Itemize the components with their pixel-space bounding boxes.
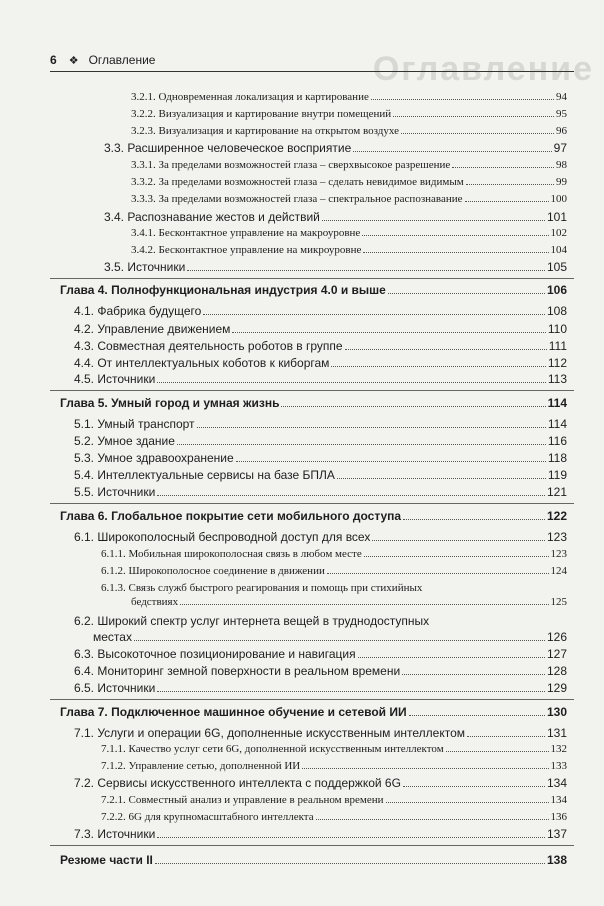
toc-entry[interactable]: 3.2.1. Одновременная локализация и картирование 94 — [131, 91, 567, 103]
toc-entry-first-line: 6.2. Широкий спектр услуг интернета вещей в труднодоступных — [74, 614, 430, 628]
chapter-divider — [50, 699, 574, 700]
toc-entry[interactable]: 3.3.2. За пределами возможностей глаза – сделать невидимое видимым 99 — [131, 176, 567, 188]
toc-entry[interactable]: 5.5. Источники 121 — [74, 485, 567, 499]
toc-entry[interactable]: 3.3.1. За пределами возможностей глаза – сверхвысокое разрешение 98 — [131, 159, 567, 171]
toc-entry[interactable]: 7.2. Сервисы искусственного интеллекта с поддержкой 6G 134 — [74, 776, 567, 790]
chapter-divider — [50, 390, 574, 391]
toc-entry[interactable]: 3.3. Расширенное человеческое восприятие 97 — [104, 141, 567, 155]
toc-entry[interactable]: 3.2.3. Визуализация и картирование на открытом воздухе 96 — [131, 125, 567, 137]
toc-entry[interactable]: 4.1. Фабрика будущего 108 — [74, 304, 567, 318]
toc-entry[interactable]: 4.5. Источники 113 — [74, 372, 567, 386]
chapter-divider — [50, 278, 574, 279]
toc-entry[interactable]: 3.5. Источники 105 — [104, 260, 567, 274]
toc-chapter[interactable]: Резюме части II 138 — [60, 853, 567, 867]
toc-entry[interactable]: 6.1. Широкополосный беспроводной доступ для всех 123 — [74, 530, 567, 544]
header-title: Оглавление — [88, 53, 156, 67]
toc-entry-first-line: 6.1.3. Связь служб быстрого реагирования и помощь при стихийных — [101, 582, 423, 594]
toc-entry[interactable]: 5.3. Умное здравоохранение 118 — [74, 451, 567, 465]
toc-entry[interactable]: 4.2. Управление движением 110 — [74, 322, 567, 336]
toc-entry[interactable]: 3.3.3. За пределами возможностей глаза – спектральное распознавание 100 — [131, 193, 567, 205]
chapter-divider — [50, 503, 574, 504]
toc-entry[interactable]: 3.2.2. Визуализация и картирование внутри помещений 95 — [131, 108, 567, 120]
toc-chapter[interactable]: Глава 7. Подключенное машинное обучение и сетевой ИИ 130 — [60, 705, 567, 719]
toc-entry[interactable]: 6.5. Источники 129 — [74, 681, 567, 695]
toc-entry[interactable]: 5.2. Умное здание 116 — [74, 434, 567, 448]
toc-entry[interactable]: 5.1. Умный транспорт 114 — [74, 417, 567, 431]
toc-entry[interactable]: 3.4.1. Бесконтактное управление на макроуровне 102 — [131, 227, 567, 239]
toc-entry[interactable]: 4.4. От интеллектуальных коботов к киборгам 112 — [74, 356, 567, 370]
toc-entry[interactable]: 3.4. Распознавание жестов и действий 101 — [104, 210, 567, 224]
toc-entry[interactable]: 7.2.2. 6G для крупномасштабного интеллекта 136 — [101, 811, 567, 823]
toc-entry[interactable]: 7.1. Услуги и операции 6G, дополненные искусственным интеллектом 131 — [74, 726, 567, 740]
toc-entry[interactable]: 3.4.2. Бесконтактное управление на микроуровне 104 — [131, 244, 567, 256]
toc-entry[interactable]: 6.1.1. Мобильная широкополосная связь в любом месте 123 — [101, 548, 567, 560]
toc-entry[interactable]: 7.2.1. Совместный анализ и управление в реальном времени 134 — [101, 794, 567, 806]
toc-entry[interactable]: 6.3. Высокоточное позиционирование и навигация 127 — [74, 647, 567, 661]
toc-entry[interactable]: местах 126 — [93, 630, 567, 644]
toc-entry[interactable]: 7.3. Источники 137 — [74, 827, 567, 841]
bleed-through-heading: Оглавление — [372, 50, 594, 88]
chapter-divider — [50, 845, 574, 846]
toc-chapter[interactable]: Глава 5. Умный город и умная жизнь 114 — [60, 396, 567, 410]
ornament-icon: ❖ — [68, 54, 79, 67]
toc-entry[interactable]: 7.1.2. Управление сетью, дополненной ИИ 133 — [101, 760, 567, 772]
toc-chapter[interactable]: Глава 4. Полнофункциональная индустрия 4.0 и выше 106 — [60, 283, 567, 297]
toc-chapter[interactable]: Глава 6. Глобальное покрытие сети мобильного доступа 122 — [60, 509, 567, 523]
page-number: 6 — [50, 53, 57, 67]
toc-entry[interactable]: бедствиях 125 — [131, 596, 567, 608]
toc-entry[interactable]: 6.4. Мониторинг земной поверхности в реальном времени 128 — [74, 664, 567, 678]
toc-entry[interactable]: 5.4. Интеллектуальные сервисы на базе БПЛА 119 — [74, 468, 567, 482]
toc-entry[interactable]: 6.1.2. Широкополосное соединение в движении 124 — [101, 565, 567, 577]
toc-entry[interactable]: 4.3. Совместная деятельность роботов в группе 111 — [74, 339, 567, 353]
toc-entry[interactable]: 7.1.1. Качество услуг сети 6G, дополненной искусственным интеллектом 132 — [101, 743, 567, 755]
